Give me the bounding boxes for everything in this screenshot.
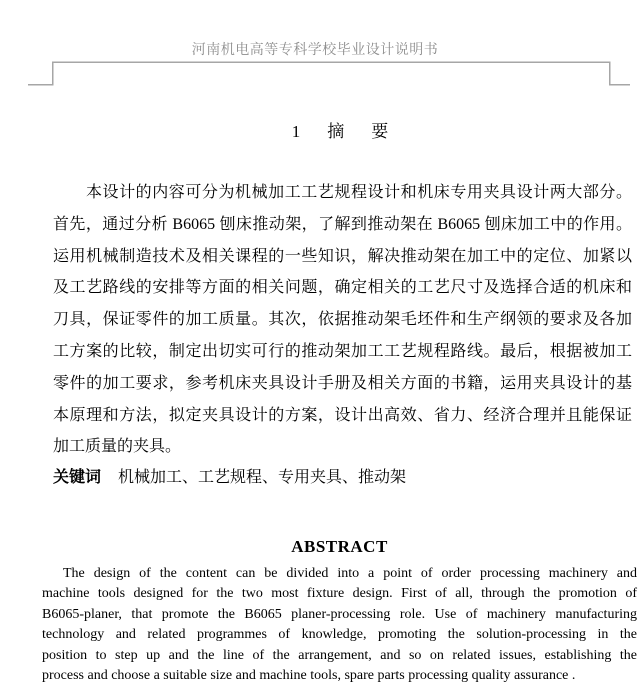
text-line: The design of the content can be divided into a point of order processing machinery and (63, 566, 637, 581)
text-line: B6065-planer, that promote the B6065 planer-processing role. Use of machinery manufacturing (42, 606, 637, 622)
text-line: 运用机械制造技术及相关课程的一些知识，解决推动架在加工中的定位、加紧以 (53, 247, 632, 265)
text-line: 加工质量的夹具。 (53, 438, 182, 456)
text-line: 及工艺路线的安排等方面的相关问题，确定相关的工艺尺寸及选择合适的机床和 (53, 279, 632, 297)
page-header-title: 河南机电高等专科学校毕业设计说明书 (191, 43, 439, 58)
keywords-text: 机械加工、工艺规程、专用夹具、推动架 (118, 469, 407, 486)
text-line: 刀具，保证零件的加工质量。其次，依据推动架毛坯件和生产纲领的要求及各加 (53, 311, 632, 329)
abstract-en-paragraph (42, 564, 637, 686)
header-rule-line (28, 61, 631, 86)
text-line: 首先，通过分析 B6065 刨床推动架，了解到推动架在 B6065 刨床加工中的作用。 (53, 215, 632, 233)
text-line: technology and related programmes of knowledge, promoting the solution-processing in the (42, 627, 637, 643)
keywords-label: 关键词 (53, 469, 102, 486)
section-title: 1 摘 要 (291, 122, 394, 141)
text-line: position to step up and the line of the arrangement, and so on related issues, establishing the (42, 647, 637, 663)
text-line: 本设计的内容可分为机械加工工艺规程设计和机床专用夹具设计两大部分。 (86, 184, 632, 201)
abstract-en-title: ABSTRACT (291, 537, 388, 556)
text-line: process and choose a suitable size and machine tools, spare parts processing quality assurance . (42, 668, 576, 684)
text-line: 本原理和方法，拟定夹具设计的方案，设计出高效、省力、经济合理并且能保证 (53, 406, 632, 424)
text-line: machine tools designed for the two most fixture design. First of all, through the promotion of (42, 586, 637, 602)
abstract-cn-paragraph (53, 177, 632, 463)
text-line: 工方案的比较，制定出切实可行的推动架加工工艺规程路线。最后，根据被加工 (53, 342, 632, 360)
text-line: 零件的加工要求，参考机床夹具设计手册及相关方面的书籍，运用夹具设计的基 (53, 374, 632, 392)
keywords-line (53, 462, 632, 494)
